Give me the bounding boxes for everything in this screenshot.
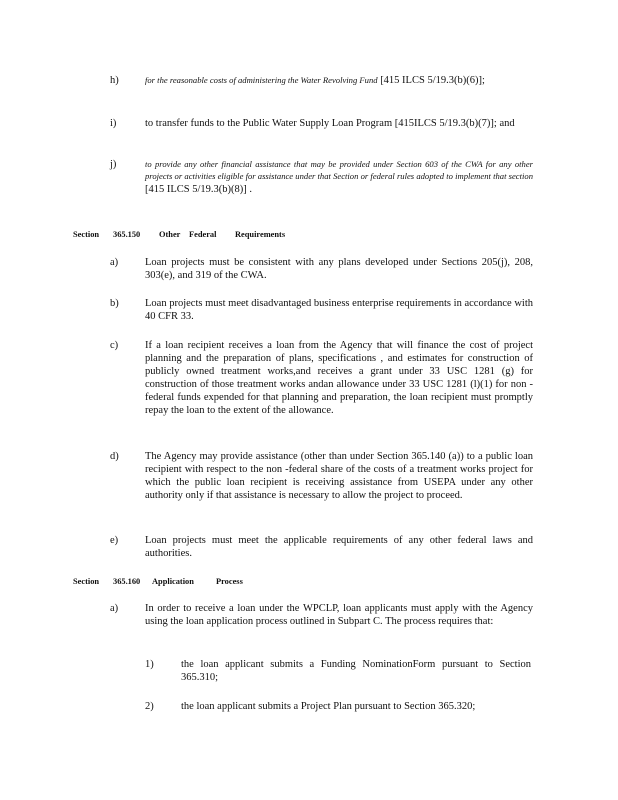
item-citation: [415 ILCS 5/19.3(b)(6)]; [377,75,485,86]
item-label: c) [110,340,119,351]
item-citation: [415 ILCS 5/19.3(b)(8)] . [145,184,253,195]
item-text: for the reasonable costs of administering the Water Revolving Fund [415 ILCS 5/19.3(b)(6)]; [145,75,485,86]
item-label: a) [110,257,119,268]
item-label: i) [110,118,117,129]
sub-item-label: 1) [145,659,154,670]
section-title-part: Application [152,577,194,586]
section-title-part: Federal [189,230,217,239]
item-label: e) [110,535,119,546]
section-title-part: Other [159,230,181,239]
item-label: h) [110,75,119,86]
section-word: Section [73,577,100,586]
item-text: Loan projects must be consistent with any plans developed under Sections 205(j), 208, 303(e), and 319 of the CWA. [145,257,533,281]
item-label: j) [110,159,117,170]
item-text: to provide any other financial assistance that may be provided under Section 603 of the CWA for any other projects or activities eligible for assistance under that Section or federal rules adopted to implement that section [415 ILCS 5/19.3(b)(8)] . [145,159,533,195]
item-label: d) [110,451,119,462]
section-title-part: Process [216,577,243,586]
item-label: b) [110,298,119,309]
item-text: Loan projects must meet disadvantaged business enterprise requirements in accordance with 40 CFR 33. [145,298,533,322]
sub-item-text: the loan applicant submits a Funding NominationForm pursuant to Section 365.310; [181,659,531,683]
item-text: to transfer funds to the Public Water Supply Loan Program [415ILCS 5/19.3(b)(7)]; and [145,118,515,129]
section-number: 365.160 [113,577,141,586]
sub-item-label: 2) [145,701,154,712]
item-text: Loan projects must meet the applicable requirements of any other federal laws and authorities. [145,535,533,559]
item-text: In order to receive a loan under the WPCLP, loan applicants must apply with the Agency using the loan application process outlined in Subpart C. The process requires that: [145,603,533,627]
section-title-part: Requirements [235,230,286,239]
section-word: Section [73,230,100,239]
sub-item-text: the loan applicant submits a Project Plan pursuant to Section 365.320; [181,701,476,712]
section-number: 365.150 [113,230,141,239]
item-label: a) [110,603,119,614]
item-text: The Agency may provide assistance (other than under Section 365.140 (a)) to a public loan recipient with respect to the non -federal share of the costs of a treatment works project for which the public loan recipient is receiving assistance from USEPA under any other authority only if that assistance is necessary to allow the project to proceed. [145,451,533,501]
item-text: If a loan recipient receives a loan from the Agency that will finance the cost of project planning and the preparation of plans, specifications , and estimates for construction of publicly owned treatment works,and receives a grant under 33 USC 1281 (g) for construction of those treatment works andan allowance under 33 USC 1281 (l)(1) for non -federal funds expended for that planning and preparation, the loan recipient must promptly repay the loan to the extent of the allowance. [145,340,533,416]
